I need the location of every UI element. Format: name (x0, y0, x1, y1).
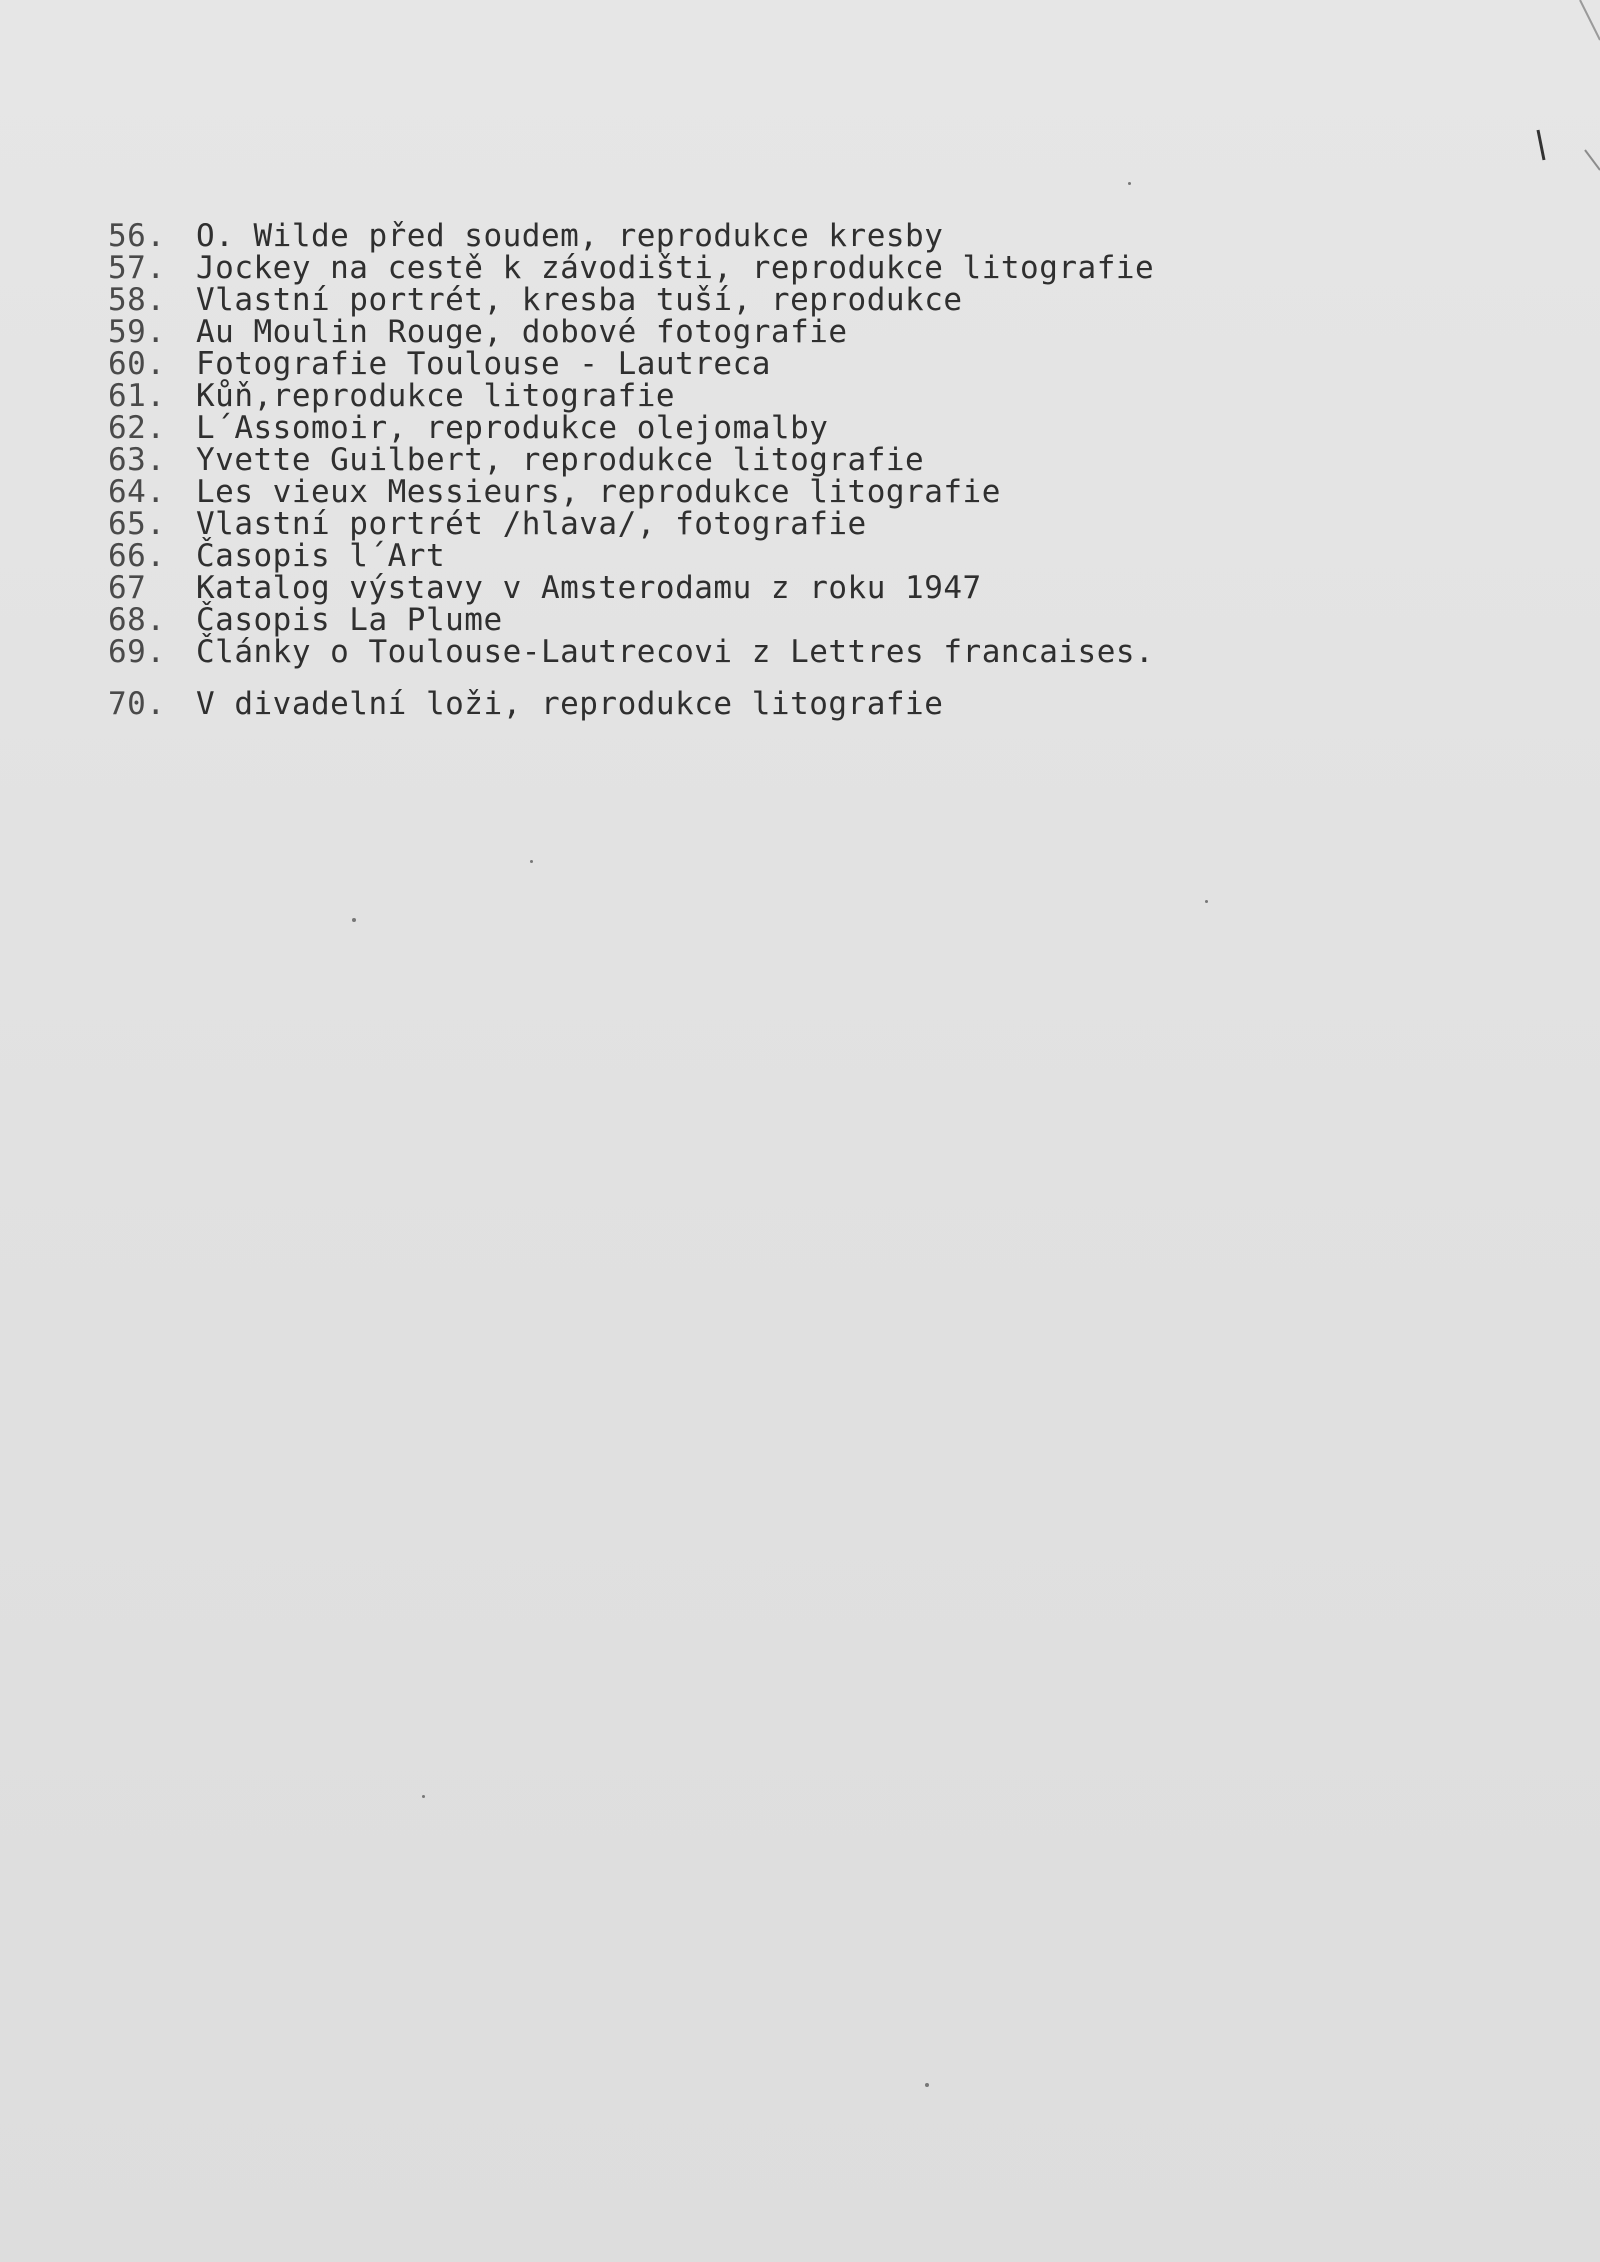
list-item (108, 284, 1154, 316)
item-number: 70. (108, 686, 166, 722)
list-item (108, 444, 1154, 476)
item-number: 57. (108, 250, 166, 286)
item-text: V divadelní loži, reprodukce litografie (196, 686, 944, 722)
item-number: 67 (108, 570, 147, 606)
list-item (108, 636, 1154, 668)
item-number: 60. (108, 346, 166, 382)
list-item (108, 572, 1154, 604)
item-text: Vlastní portrét, kresba tuší, reprodukce (196, 282, 963, 318)
item-text: Yvette Guilbert, reprodukce litografie (196, 442, 925, 478)
item-number: 69. (108, 634, 166, 670)
paper-speck (1128, 182, 1131, 185)
item-text: Les vieux Messieurs, reprodukce litografie (196, 474, 1001, 510)
item-text: Časopis La Plume (196, 602, 503, 638)
item-text: Časopis l´Art (196, 538, 446, 574)
list-item (108, 380, 1154, 412)
item-text: Fotografie Toulouse - Lautreca (196, 346, 771, 382)
paper-speck (530, 860, 533, 863)
list-item (108, 604, 1154, 636)
item-number: 59. (108, 314, 166, 350)
item-number: 68. (108, 602, 166, 638)
item-text: Vlastní portrét /hlava/, fotografie (196, 506, 867, 542)
item-number: 65. (108, 506, 166, 542)
item-number: 62. (108, 410, 166, 446)
paper-speck (1205, 900, 1208, 903)
list-item (108, 476, 1154, 508)
list-item (108, 252, 1154, 284)
item-text: Kůň,reprodukce litografie (196, 378, 676, 414)
item-number: 61. (108, 378, 166, 414)
item-text: Jockey na cestě k závodišti, reprodukce litografie (196, 250, 1155, 286)
item-number: 64. (108, 474, 166, 510)
item-text: Au Moulin Rouge, dobové fotografie (196, 314, 848, 350)
item-text: O. Wilde před soudem, reprodukce kresby (196, 218, 944, 254)
item-text: Katalog výstavy v Amsterodamu z roku 1947 (196, 570, 982, 606)
list-item (108, 508, 1154, 540)
item-text: L´Assomoir, reprodukce olejomalby (196, 410, 829, 446)
item-number: 63. (108, 442, 166, 478)
list-item (108, 412, 1154, 444)
list-item (108, 220, 1154, 252)
item-number: 66. (108, 538, 166, 574)
item-text: Články o Toulouse-Lautrecovi z Lettres francaises. (196, 634, 1155, 670)
item-number: 56. (108, 218, 166, 254)
paper-speck (925, 2083, 929, 2087)
list-item (108, 348, 1154, 380)
item-number: 58. (108, 282, 166, 318)
paper-speck (352, 918, 356, 922)
exhibit-list (108, 220, 1154, 720)
page-fold-mark (1460, 0, 1600, 260)
paper-speck (422, 1795, 425, 1798)
list-item (108, 540, 1154, 572)
list-item (108, 316, 1154, 348)
list-item (108, 688, 1154, 720)
